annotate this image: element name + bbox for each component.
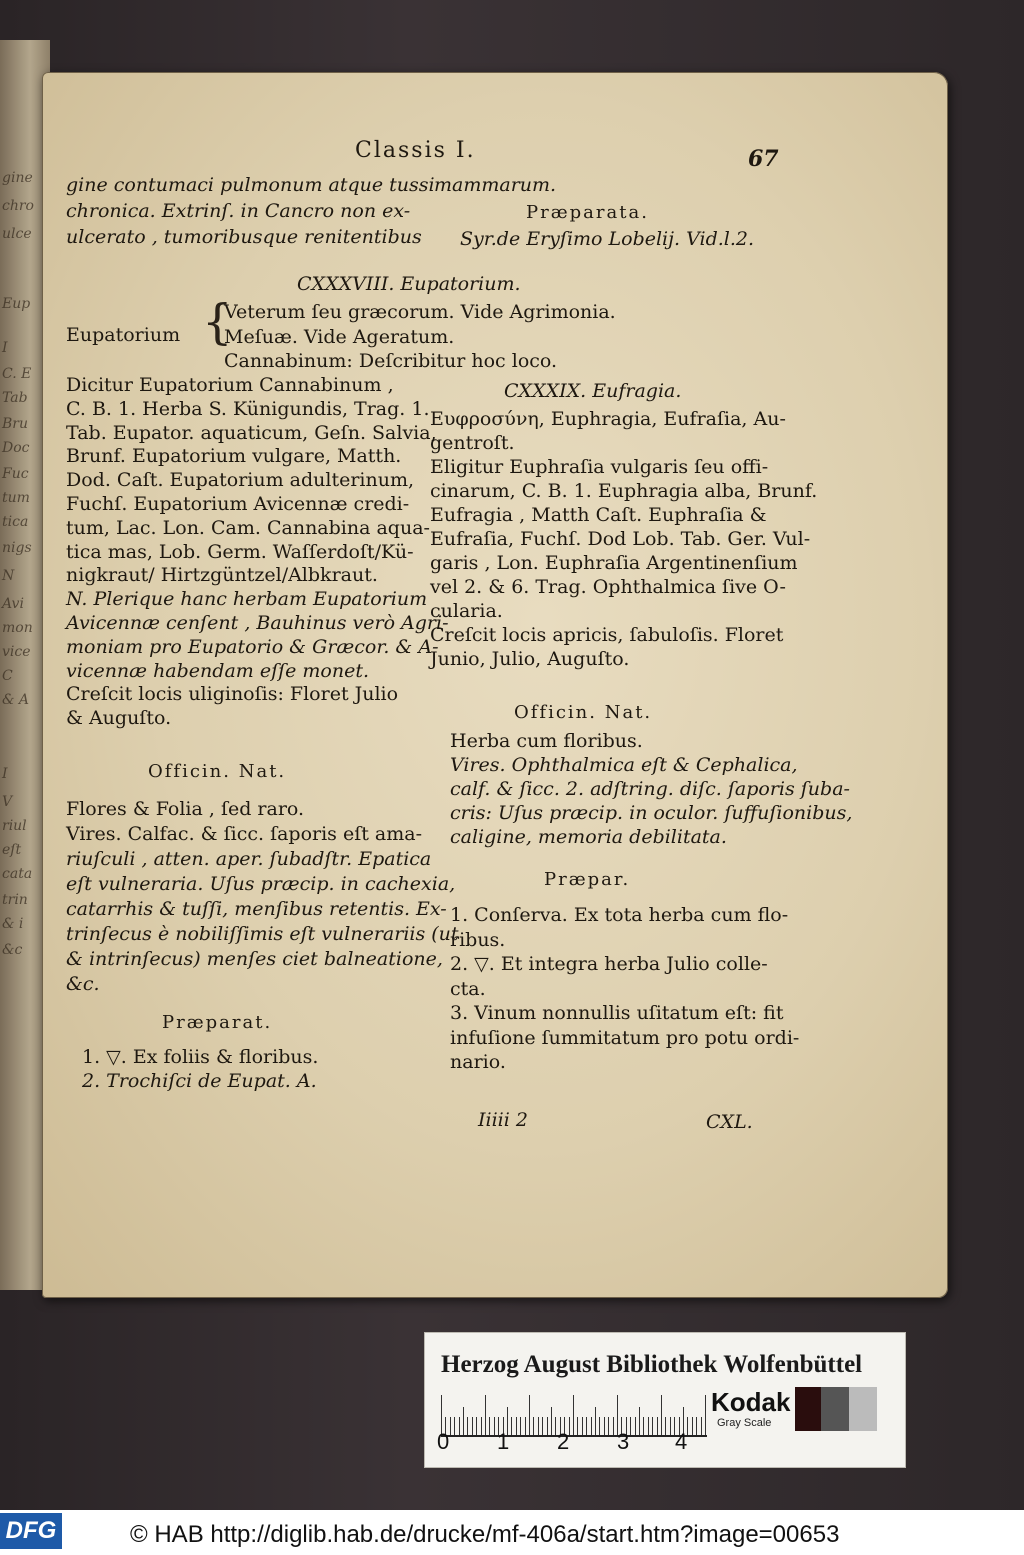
text-line: Eligitur Euphraſia vulgaris ſeu offi- [430, 456, 769, 478]
facing-page-fragment: gine [2, 170, 33, 186]
ruler-tick [467, 1417, 468, 1435]
text-line: Flores & Folia , ſed raro. [66, 798, 305, 820]
text-line: Vires. Ophthalmica eſt & Cephalica, [450, 754, 798, 776]
ruler-tick [511, 1417, 512, 1435]
brace-label: Eupatorium [66, 324, 181, 346]
ruler-tick [516, 1417, 517, 1435]
text-line: Syr.de Eryſimo Lobelij. Vid.l.2. [460, 228, 755, 250]
facing-page-fragment: vice [2, 644, 31, 660]
text-line: Creſcit locis uliginoſis: Floret Julio [66, 683, 399, 706]
text-line: cris: Uſus præcip. in oculor. ſuffuſionibus, [450, 802, 853, 824]
ruler-tick [696, 1417, 697, 1435]
praepar-heading: Præpar. [544, 869, 631, 890]
ruler-tick [586, 1417, 587, 1435]
curly-brace-icon: { [202, 294, 233, 350]
ruler-tick [459, 1417, 460, 1435]
ruler-number: 3 [617, 1429, 630, 1454]
text-line: moniam pro Eupatorio & Græcor. & A- [66, 635, 439, 658]
facing-page-fragment: I [2, 766, 8, 782]
text-line: vel 2. & 6. Trag. Ophthalmica ſive O- [430, 576, 786, 598]
text-line: Junio, Julio, Auguſto. [430, 648, 630, 670]
gray-swatch-dark [795, 1387, 821, 1431]
ruler-tick [692, 1417, 693, 1435]
ruler-tick [643, 1417, 644, 1435]
ruler-tick [705, 1395, 706, 1435]
facing-page-fragment: N [2, 568, 15, 584]
text-line: Fuchſ. Eupatorium Avicennæ credi- [66, 493, 410, 515]
ruler-tick [635, 1417, 636, 1435]
page-header: Classis I. [355, 138, 476, 163]
text-line: 2. ▽. Et integra herba Julio colle- [450, 953, 768, 975]
ruler-number: 4 [675, 1429, 688, 1454]
ruler-tick [657, 1417, 658, 1435]
text-line: Tab. Eupator. aquaticum, Geſn. Salvia, [66, 421, 437, 444]
ruler-tick [481, 1417, 482, 1435]
ruler-tick [529, 1395, 530, 1435]
facing-page-fragment: cata [2, 866, 33, 882]
ruler-tick [450, 1417, 451, 1435]
section-heading: Præparata. [526, 202, 649, 223]
facing-page-fragment: trin [2, 892, 28, 908]
text-line: Creſcit locis apricis, ſabuloſis. Floret [430, 624, 784, 646]
ruler-tick [573, 1395, 574, 1435]
facing-page-fragment: Bru [2, 416, 28, 432]
facing-page-fragment: C [2, 668, 13, 684]
ruler-scale [441, 1389, 707, 1437]
signature-mark: Iiiii 2 [478, 1109, 528, 1131]
gray-swatch-mid [821, 1387, 849, 1431]
ruler-number: 0 [437, 1429, 450, 1454]
book-page [42, 72, 948, 1298]
facing-page-fragment: mon [2, 620, 33, 636]
text-line: Avicennæ cenſent , Bauhinus verò Agri- [66, 612, 449, 634]
text-line: cta. [450, 977, 486, 1000]
ruler-tick [648, 1417, 649, 1435]
ruler-number: 2 [557, 1429, 570, 1454]
ruler-tick [665, 1417, 666, 1435]
ruler-number: 1 [497, 1429, 510, 1454]
ruler-tick [599, 1417, 600, 1435]
text-line: caligine, memoria debilitata. [450, 826, 727, 848]
text-line: Ευφροσύνη, Euphragia, Eufraſia, Au- [430, 408, 786, 430]
text-line: &c. [66, 973, 100, 995]
praeparat-heading: Præparat. [162, 1012, 273, 1033]
text-line: garis , Lon. Euphraſia Argentinenſium [430, 552, 798, 574]
ruler-tick [454, 1417, 455, 1435]
folio-number: 67 [748, 146, 779, 172]
ruler-tick [489, 1417, 490, 1435]
text-line: 3. Vinum nonnullis uſitatum eſt: fit [450, 1002, 784, 1024]
facing-page-fragment: Doc [2, 440, 30, 456]
chapter-title-139: CXXXIX. Eufragia. [504, 380, 682, 402]
text-line: & Auguſto. [66, 707, 172, 730]
text-line: infuſione ſummitatum pro potu ordi- [450, 1026, 800, 1049]
facing-page-fragment: tum [2, 490, 30, 506]
ruler-tick [591, 1417, 592, 1435]
ruler-tick [463, 1407, 464, 1435]
text-line: calf. & ſicc. 2. adſtring. diſc. ſaporis ſuba- [450, 778, 850, 800]
facing-page-fragment: &c [2, 942, 23, 958]
text-line: Eufraſia, Fuchſ. Dod Lob. Tab. Ger. Vul- [430, 528, 811, 550]
facing-page-fragment: I [2, 340, 8, 356]
ruler-tick [608, 1417, 609, 1435]
ruler-tick [661, 1395, 662, 1435]
ruler-tick [604, 1417, 605, 1435]
library-name: Herzog August Bibliothek Wolfenbüttel [441, 1351, 863, 1378]
facing-page-fragment: eſt [2, 842, 22, 858]
ruler-tick [630, 1417, 631, 1435]
facing-page-fragment: C. E [2, 366, 32, 382]
text-line: Dicitur Eupatorium Cannabinum , [66, 374, 394, 396]
text-line: chronica. Extrinſ. in Cancro non ex- [66, 200, 411, 222]
ruler-tick [533, 1417, 534, 1435]
ruler-tick [547, 1417, 548, 1435]
text-line: Brunf. Eupatorium vulgare, Matth. [66, 445, 402, 468]
ruler-tick [551, 1407, 552, 1435]
text-line: vicennæ habendam eſſe monet. [66, 659, 370, 682]
brace-item: Cannabinum: Deſcribitur hoc loco. [224, 350, 558, 372]
text-line: N. Plerique hanc herbam Eupatorium [66, 588, 428, 611]
text-line: 2. Trochiſci de Eupat. A. [82, 1070, 317, 1092]
facing-page-fragment: nigs [2, 540, 32, 556]
text-line: Herba cum floribus. [450, 730, 643, 752]
catchword: CXL. [706, 1111, 753, 1133]
facing-page-fragment: Tab [2, 390, 28, 406]
ruler-tick [670, 1417, 671, 1435]
ruler-tick [613, 1417, 614, 1435]
kodak-brand: Kodak [711, 1387, 791, 1417]
text-line: Vires. Calfac. & ſicc. ſaporis eſt ama- [66, 823, 423, 845]
brace-item: Meſuæ. Vide Ageratum. [224, 326, 455, 348]
text-line: Eufragia , Matth Caſt. Euphraſia & [430, 504, 767, 526]
color-scale-card [424, 1332, 906, 1468]
facing-page-fragment: riul [2, 818, 27, 834]
ruler-tick [520, 1417, 521, 1435]
ruler-tick [485, 1395, 486, 1435]
facing-page-fragment: Fuc [2, 466, 29, 482]
text-line: 1. Conſerva. Ex tota herba cum flo- [450, 904, 789, 926]
text-line: ribus. [450, 928, 506, 951]
facing-page-fragment: V [2, 794, 13, 810]
text-line: tum, Lac. Lon. Cam. Cannabina aqua- [66, 516, 430, 539]
text-line: 1. ▽. Ex foliis & floribus. [82, 1046, 319, 1068]
text-line: trinſecus è nobiliſſimis eſt vulnerariis (ut [66, 923, 459, 945]
ruler-tick [595, 1407, 596, 1435]
brace-item: Veterum ſeu græcorum. Vide Agrimonia. [224, 301, 616, 323]
ruler-tick [476, 1417, 477, 1435]
officin-heading-left: Officin. Nat. [148, 761, 287, 782]
ruler-tick [494, 1417, 495, 1435]
kodak-subtitle: Gray Scale [717, 1417, 772, 1429]
dfg-logo: DFG [0, 1513, 62, 1549]
facing-page-fragment: & i [2, 916, 24, 932]
facing-page-fragment: Avi [2, 596, 24, 612]
text-line: riuſculi , atten. aper. ſubadſtr. Epatica [66, 848, 432, 870]
text-line: Dod. Caſt. Eupatorium adulterinum, [66, 469, 415, 492]
text-line: tica mas, Lob. Germ. Waſſerdoſt/Kü- [66, 540, 414, 563]
facing-page-fragment: chro [2, 198, 34, 214]
ruler-tick [538, 1417, 539, 1435]
text-line: C. B. 1. Herba S. Künigundis, Trag. 1. [66, 397, 430, 420]
ruler-tick [542, 1417, 543, 1435]
text-line: mammarum. [434, 174, 557, 196]
text-line: catarrhis & tuſſi, menſibus retentis. Ex- [66, 898, 447, 920]
ruler-tick [652, 1417, 653, 1435]
ruler-tick [701, 1417, 702, 1435]
ruler-tick [582, 1417, 583, 1435]
text-line: gine contumaci pulmonum atque tussi [66, 174, 435, 196]
text-line: & intrinſecus) menſes ciet balneatione, [66, 948, 443, 970]
ruler-tick [525, 1417, 526, 1435]
text-line: nigkraut/ Hirtzgüntzel/Albkraut. [66, 564, 378, 587]
copyright-link[interactable]: © HAB http://diglib.hab.de/drucke/mf-406a/start.htm?image=00653 [130, 1521, 840, 1548]
officin-heading-right: Officin. Nat. [514, 702, 653, 723]
gray-swatch-light [849, 1387, 877, 1431]
text-line: cularia. [430, 600, 503, 622]
facing-page-fragment: tica [2, 514, 29, 530]
facing-page-fragment: & A [2, 692, 30, 708]
facing-page-fragment: Eup [2, 296, 31, 312]
facing-page-fragment: ulce [2, 226, 32, 242]
chapter-title-138: CXXXVIII. Eupatorium. [297, 273, 521, 295]
text-line: gentroſt. [430, 432, 515, 454]
text-line: nario. [450, 1051, 506, 1073]
ruler-tick [687, 1417, 688, 1435]
text-line: eſt vulneraria. Uſus præcip. in cachexia, [66, 873, 456, 895]
ruler-tick [472, 1417, 473, 1435]
text-line: cinarum, C. B. 1. Euphragia alba, Brunf. [430, 480, 818, 502]
ruler-tick [639, 1407, 640, 1435]
ruler-tick [577, 1417, 578, 1435]
text-line: ulcerato , tumoribusque renitentibus [66, 226, 422, 248]
